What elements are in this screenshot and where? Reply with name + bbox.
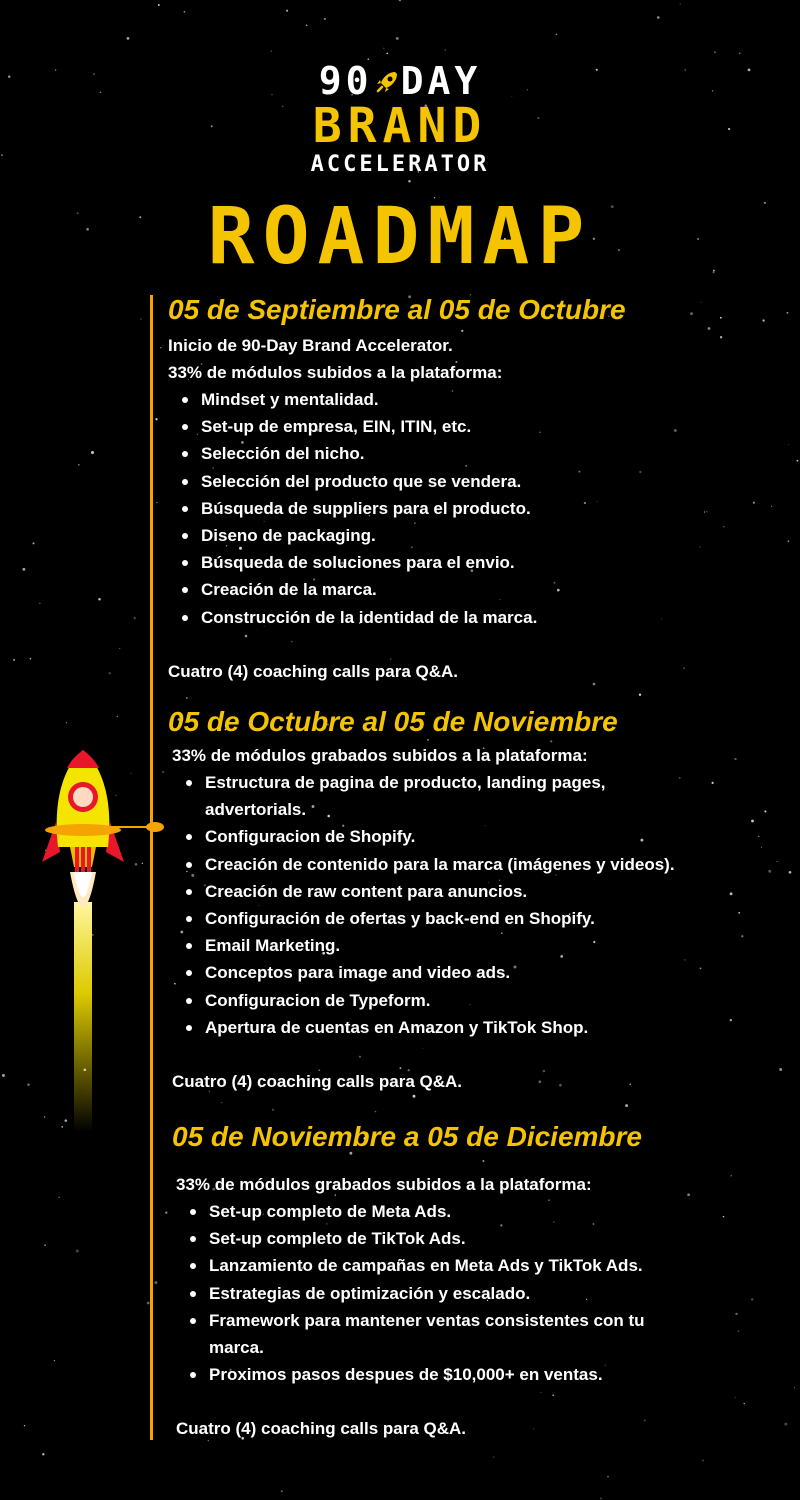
section-intro: 33% de módulos grabados subidos a la plataforma: xyxy=(176,1175,592,1194)
star xyxy=(155,418,157,420)
section-november xyxy=(172,1120,788,1442)
list-item: Set-up de empresa, EIN, ITIN, etc. xyxy=(178,413,788,440)
list-item: Configuracion de Typeform. xyxy=(182,987,728,1014)
star xyxy=(607,1476,609,1478)
list-item: Creación de contenido para la marca (imágenes y videos). xyxy=(182,851,742,878)
star xyxy=(154,1281,157,1284)
star xyxy=(794,1387,795,1388)
timeline-line xyxy=(150,295,153,1440)
star xyxy=(386,53,388,55)
star xyxy=(186,697,188,699)
star xyxy=(2,1074,5,1077)
list-item: Estructura de pagina de producto, landing pages, advertorials. xyxy=(182,769,652,823)
star xyxy=(639,693,641,695)
module-list xyxy=(168,769,728,1041)
logo-90-text: 90 xyxy=(318,59,373,103)
star xyxy=(271,51,272,52)
star xyxy=(160,347,161,348)
star xyxy=(54,1360,55,1361)
list-item: Set-up completo de TikTok Ads. xyxy=(186,1225,712,1252)
star xyxy=(306,25,308,27)
module-list xyxy=(168,386,788,631)
star xyxy=(127,37,130,40)
list-item: Framework para mantener ventas consistentes con tu marca. xyxy=(186,1307,676,1361)
logo-accelerator: ACCELERATOR xyxy=(310,152,490,177)
coaching-calls: Cuatro (4) coaching calls para Q&A. xyxy=(176,1419,467,1439)
list-item: Construcción de la identidad de la marca. xyxy=(178,604,788,631)
section-october xyxy=(168,705,788,1095)
star xyxy=(680,3,681,4)
list-item: Selección del nicho. xyxy=(178,440,788,467)
section-title: 05 de Septiembre al 05 de Octubre xyxy=(168,294,626,325)
star xyxy=(42,1453,44,1455)
star xyxy=(796,460,798,462)
list-item: Búsqueda de soluciones para el envio. xyxy=(178,549,788,576)
section-intro: 33% de módulos grabados subidos a la plataforma: xyxy=(172,746,588,765)
star xyxy=(22,568,25,571)
star xyxy=(13,659,15,661)
list-item: Conceptos para image and video ads. xyxy=(182,959,728,986)
star xyxy=(119,648,120,649)
logo-day-text: DAY xyxy=(400,59,482,103)
star xyxy=(44,1244,46,1246)
star xyxy=(165,1212,167,1214)
star xyxy=(221,1102,222,1103)
star xyxy=(657,16,660,19)
star xyxy=(162,771,163,772)
section-title: 05 de Noviembre a 05 de Diciembre xyxy=(172,1121,642,1152)
logo-90-day xyxy=(0,59,800,103)
star xyxy=(408,180,411,183)
star xyxy=(24,1425,25,1426)
star xyxy=(142,863,143,864)
star xyxy=(383,48,384,49)
star xyxy=(33,542,35,544)
star xyxy=(39,603,40,604)
list-item: Configuracion de Shopify. xyxy=(182,823,728,850)
star xyxy=(78,464,80,466)
star xyxy=(76,1250,79,1253)
star xyxy=(134,617,136,619)
list-item: Mindset y mentalidad. xyxy=(178,386,788,413)
timeline-marker xyxy=(146,822,164,832)
logo-brand: BRAND xyxy=(312,98,488,154)
coaching-calls: Cuatro (4) coaching calls para Q&A. xyxy=(168,661,459,681)
star xyxy=(493,1457,494,1458)
star xyxy=(184,11,186,13)
star xyxy=(117,716,118,717)
list-item: Creación de raw content para anuncios. xyxy=(182,878,728,905)
star xyxy=(413,1095,416,1098)
star xyxy=(714,51,716,53)
list-item: Selección del producto que se vendera. xyxy=(178,468,788,495)
list-item: Configuración de ofertas y back-end en Shopify. xyxy=(182,905,728,932)
page-title: ROADMAP xyxy=(207,192,593,282)
coaching-calls: Cuatro (4) coaching calls para Q&A. xyxy=(172,1072,463,1092)
list-item: Búsqueda de suppliers para el producto. xyxy=(178,495,788,522)
section-title: 05 de Octubre al 05 de Noviembre xyxy=(168,706,618,737)
star xyxy=(109,672,111,674)
star xyxy=(91,451,94,454)
list-item: Set-up completo de Meta Ads. xyxy=(186,1198,712,1225)
star xyxy=(789,871,792,874)
star xyxy=(600,1497,602,1499)
star xyxy=(375,1111,376,1112)
star xyxy=(396,37,399,40)
star xyxy=(66,722,67,723)
star xyxy=(556,33,558,35)
star xyxy=(324,18,326,20)
list-item: Email Marketing. xyxy=(182,932,728,959)
brand-logo xyxy=(0,59,800,177)
star xyxy=(788,444,789,445)
list-item: Lanzamiento de campañas en Meta Ads y TikTok Ads. xyxy=(186,1252,712,1279)
star xyxy=(158,4,160,6)
rocket-icon xyxy=(30,742,140,1142)
star xyxy=(156,502,157,503)
star xyxy=(739,52,741,54)
star xyxy=(58,1197,60,1199)
list-item: Diseno de packaging. xyxy=(178,522,788,549)
section-intro: Inicio de 90-Day Brand Accelerator. xyxy=(168,336,453,355)
list-item: Proximos pasos despues de $10,000+ en ventas. xyxy=(186,1361,712,1388)
list-item: Apertura de cuentas en Amazon y TikTok Shop. xyxy=(182,1014,728,1041)
star xyxy=(399,0,401,1)
star xyxy=(281,1490,283,1492)
star xyxy=(286,10,288,12)
star xyxy=(140,318,141,319)
list-item: Estrategias de optimización y escalado. xyxy=(186,1280,712,1307)
star xyxy=(98,598,101,601)
rocket-mini-icon xyxy=(373,68,401,96)
star xyxy=(625,1104,628,1107)
module-list xyxy=(172,1198,712,1388)
star xyxy=(444,49,446,51)
star xyxy=(702,1460,703,1461)
star xyxy=(272,1109,274,1111)
section-intro: 33% de módulos subidos a la plataforma: xyxy=(168,363,503,382)
section-september xyxy=(168,293,788,685)
star xyxy=(30,658,32,660)
list-item: Creación de la marca. xyxy=(178,576,788,603)
